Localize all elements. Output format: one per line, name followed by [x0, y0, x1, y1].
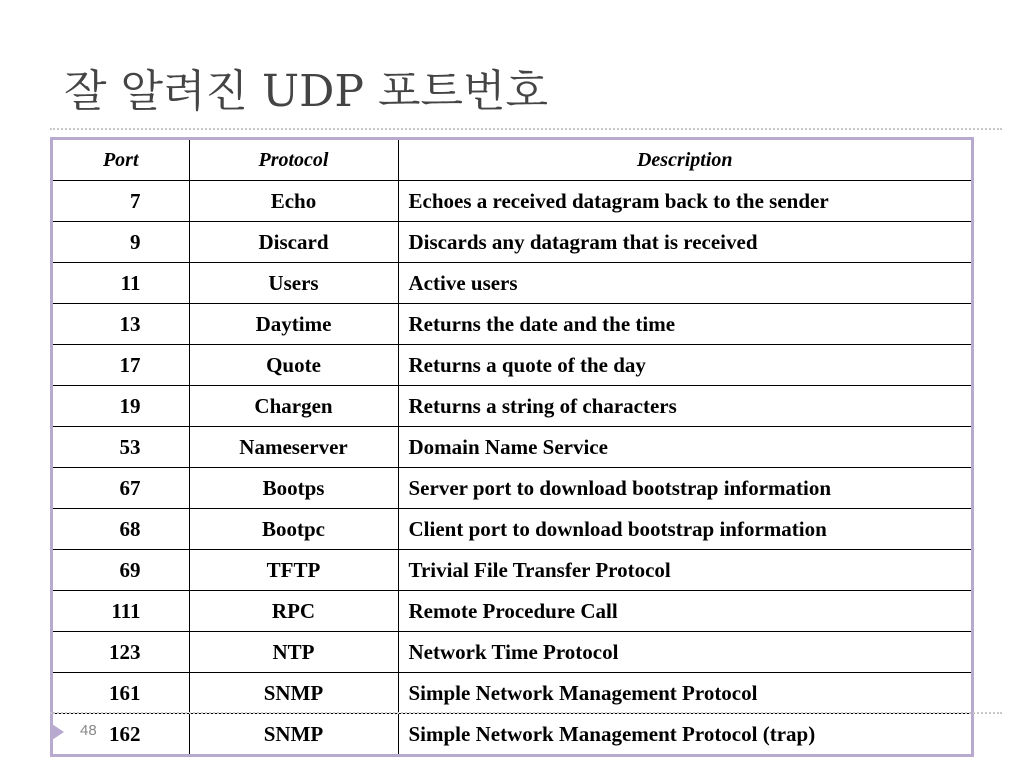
udp-port-table-frame: [50, 137, 974, 757]
port-cell: 7: [53, 181, 189, 222]
header-protocol: Protocol: [189, 140, 398, 181]
description-cell: Server port to download bootstrap information: [398, 468, 971, 509]
table-row: [53, 181, 971, 222]
port-cell: 68: [53, 509, 189, 550]
protocol-cell: Daytime: [189, 304, 398, 345]
title-divider: [50, 128, 1002, 130]
description-cell: Simple Network Management Protocol: [398, 673, 971, 714]
description-cell: Returns a quote of the day: [398, 345, 971, 386]
slide-title: 잘 알려진 UDP 포트번호: [64, 66, 548, 117]
protocol-cell: Chargen: [189, 386, 398, 427]
description-cell: Remote Procedure Call: [398, 591, 971, 632]
port-cell: 19: [53, 386, 189, 427]
protocol-cell: Echo: [189, 181, 398, 222]
table-row: [53, 345, 971, 386]
port-cell: 111: [53, 591, 189, 632]
table-row: [53, 632, 971, 673]
table-row: [53, 263, 971, 304]
table-row: [53, 468, 971, 509]
protocol-cell: TFTP: [189, 550, 398, 591]
footer-divider: [50, 712, 1002, 714]
protocol-cell: Quote: [189, 345, 398, 386]
table-row: [53, 509, 971, 550]
description-cell: Discards any datagram that is received: [398, 222, 971, 263]
port-cell: 17: [53, 345, 189, 386]
table-row: [53, 304, 971, 345]
udp-port-table: [53, 140, 971, 754]
description-cell: Network Time Protocol: [398, 632, 971, 673]
table-row: [53, 673, 971, 714]
description-cell: Simple Network Management Protocol (trap): [398, 714, 971, 755]
description-cell: Domain Name Service: [398, 427, 971, 468]
port-cell: 162: [53, 714, 189, 755]
table-row: [53, 714, 971, 755]
table-row: [53, 222, 971, 263]
port-cell: 11: [53, 263, 189, 304]
table-row: [53, 386, 971, 427]
port-cell: 161: [53, 673, 189, 714]
table-header-row: [53, 140, 971, 181]
description-cell: Echoes a received datagram back to the sender: [398, 181, 971, 222]
description-cell: Active users: [398, 263, 971, 304]
protocol-cell: Bootps: [189, 468, 398, 509]
description-cell: Client port to download bootstrap information: [398, 509, 971, 550]
triangle-bullet-icon: [52, 724, 64, 740]
table-row: [53, 591, 971, 632]
port-cell: 9: [53, 222, 189, 263]
description-cell: Returns the date and the time: [398, 304, 971, 345]
description-cell: Returns a string of characters: [398, 386, 971, 427]
port-cell: 53: [53, 427, 189, 468]
port-cell: 123: [53, 632, 189, 673]
page-number: 48: [80, 722, 97, 739]
protocol-cell: Bootpc: [189, 509, 398, 550]
port-cell: 13: [53, 304, 189, 345]
protocol-cell: NTP: [189, 632, 398, 673]
protocol-cell: RPC: [189, 591, 398, 632]
port-cell: 67: [53, 468, 189, 509]
protocol-cell: Discard: [189, 222, 398, 263]
description-cell: Trivial File Transfer Protocol: [398, 550, 971, 591]
header-description: Description: [398, 140, 971, 181]
protocol-cell: SNMP: [189, 714, 398, 755]
protocol-cell: Users: [189, 263, 398, 304]
port-cell: 69: [53, 550, 189, 591]
table-row: [53, 427, 971, 468]
protocol-cell: Nameserver: [189, 427, 398, 468]
protocol-cell: SNMP: [189, 673, 398, 714]
header-port: Port: [102, 148, 139, 171]
table-row: [53, 550, 971, 591]
